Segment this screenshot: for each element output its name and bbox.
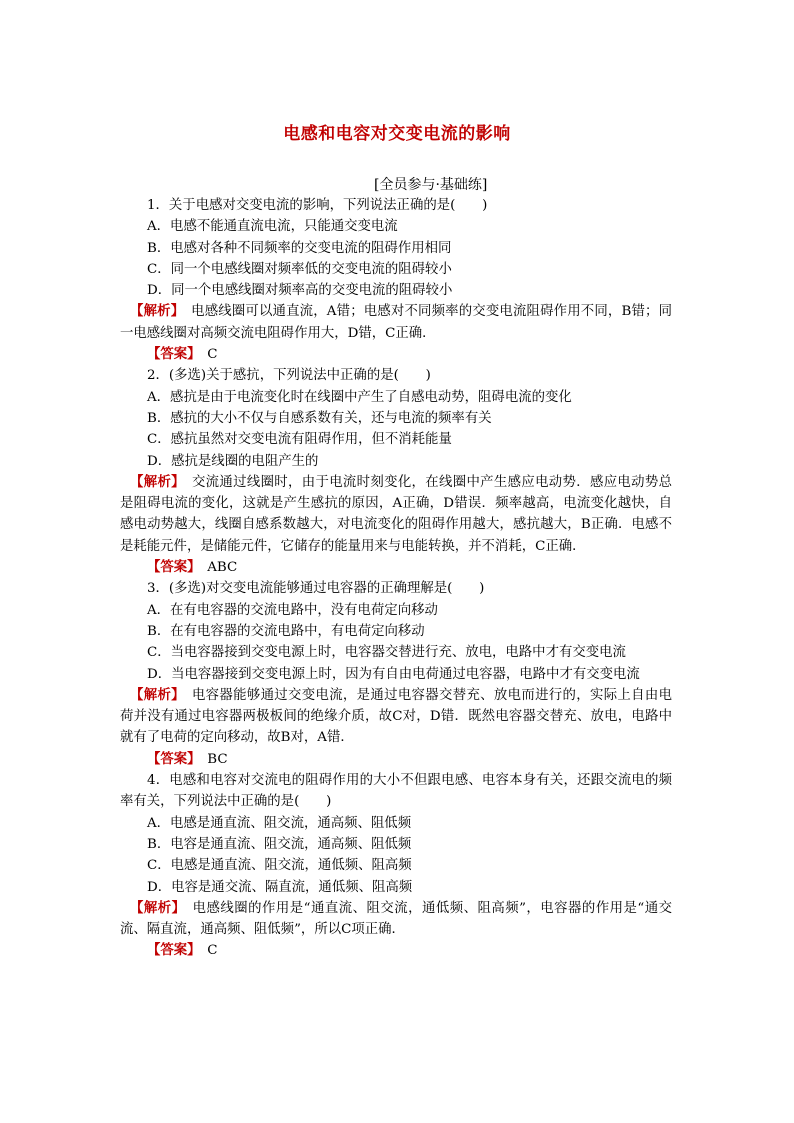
question-2-option-b: B．感抗的大小不仅与自感系数有关，还与电流的频率有关	[147, 410, 492, 426]
question-1-analysis	[120, 301, 672, 344]
question-2-analysis-text: 交流通过线圈时，由于电流时刻变化，在线圈中产生感应电动势．感应电动势总是阻碍电流的变化，这就是产生感抗的原因，A正确，D错误．频率越高，电流变化越快，自感电动势越大，线圈自感系数越大，对电流变化的阻碍作用越大，感抗越大，B正确．电感不是耗能元件，是储能元件，它储存的能量用来与电能转换，并不消耗，C正确．	[120, 474, 672, 554]
answer-label: 【答案】	[147, 559, 194, 576]
question-3-answer-value: BC	[207, 751, 228, 767]
question-4-option-b: B．电容是通直流、阻交流，通高频、阻低频	[147, 836, 412, 852]
answer-label: 【答案】	[147, 346, 194, 363]
question-1-answer	[120, 344, 672, 365]
question-4-analysis-text: 电感线圈的作用是“通直流、阻交流，通低频、阻高频”，电容器的作用是“通交流、隔直流，通高频、阻低频”，所以C项正确．	[120, 900, 672, 938]
question-4-option-a: A．电感是通直流、阻交流，通高频、阻低频	[147, 815, 412, 831]
question-2-option-c: C．感抗虽然对交变电流有阻碍作用，但不消耗能量	[147, 432, 452, 448]
analysis-label: 【解析】	[130, 899, 179, 916]
question-4-answer-value: C	[207, 943, 218, 959]
question-3-stem: 3．(多选)对交变电流能够通过电容器的正确理解是( )	[147, 581, 485, 597]
question-4-stem: 4．电感和电容对交流电的阻碍作用的大小不但跟电感、电容本身有关，还跟交流电的频率有关，下列说法中正确的是( )	[120, 773, 672, 810]
page-title: 电感和电容对交变电流的影响	[283, 124, 511, 144]
document-body	[120, 195, 672, 962]
question-2-option-d: D．感抗是线圈的电阻产生的	[147, 453, 319, 469]
question-1-analysis-text: 电感线圈可以通直流，A错；电感对不同频率的交变电流阻碍作用不同，B错；同一电感线圈对高频交流电阻碍作用大，D错，C正确．	[120, 304, 673, 341]
analysis-label: 【解析】	[130, 303, 178, 320]
question-3-option-a: A．在有电容器的交流电路中，没有电荷定向移动	[147, 602, 438, 618]
question-4-option-d: D．电容是通交流、隔直流，通低频、阻高频	[147, 879, 413, 895]
question-4-option-c: C．电感是通直流、阻交流，通低频、阻高频	[147, 858, 412, 874]
question-3-analysis	[120, 685, 672, 749]
question-1-answer-value: C	[207, 347, 218, 363]
question-1-option-b: B．电感对各种不同频率的交变电流的阻碍作用相同	[147, 240, 452, 256]
question-2-answer-value: ABC	[207, 560, 238, 576]
question-2-option-a: A．感抗是由于电流变化时在线圈中产生了自感电动势，阻碍电流的变化	[147, 389, 572, 405]
answer-label: 【答案】	[147, 750, 194, 767]
question-1-option-c: C．同一个电感线圈对频率低的交变电流的阻碍较小	[147, 261, 452, 277]
question-1-option-d: D．同一个电感线圈对频率高的交变电流的阻碍较小	[147, 283, 453, 299]
question-3-answer	[120, 749, 672, 770]
question-2-stem: 2．(多选)关于感抗，下列说法中正确的是( )	[147, 368, 431, 384]
question-3-option-b: B．在有电容器的交流电路中，有电荷定向移动	[147, 623, 425, 639]
question-4-analysis	[120, 898, 672, 941]
answer-label: 【答案】	[147, 942, 194, 959]
question-1-option-a: A．电感不能通直流电流，只能通交变电流	[147, 219, 398, 235]
analysis-label: 【解析】	[130, 686, 179, 703]
question-1-stem: 1．关于电感对交变电流的影响，下列说法正确的是( )	[147, 198, 488, 213]
question-3-option-c: C．当电容器接到交变电源上时，电容器交替进行充、放电，电路中才有交变电流	[147, 645, 626, 661]
question-2-answer	[120, 557, 672, 578]
question-3-analysis-text: 电容器能够通过交变电流，是通过电容器交替充、放电而进行的，实际上自由电荷并没有通过电容器两极板间的绝缘介质，故C对，D错．既然电容器交替充、放电，电路中就有了电荷的定向移动，故B对，A错．	[120, 687, 672, 746]
analysis-label: 【解析】	[130, 473, 179, 490]
question-2-analysis	[120, 472, 672, 557]
question-3-option-d: D．当电容器接到交变电源上时，因为有自由电荷通过电容器，电路中才有交变电流	[147, 666, 640, 682]
question-4-answer	[120, 940, 672, 961]
section-heading: [全员参与·基础练]	[374, 177, 488, 193]
